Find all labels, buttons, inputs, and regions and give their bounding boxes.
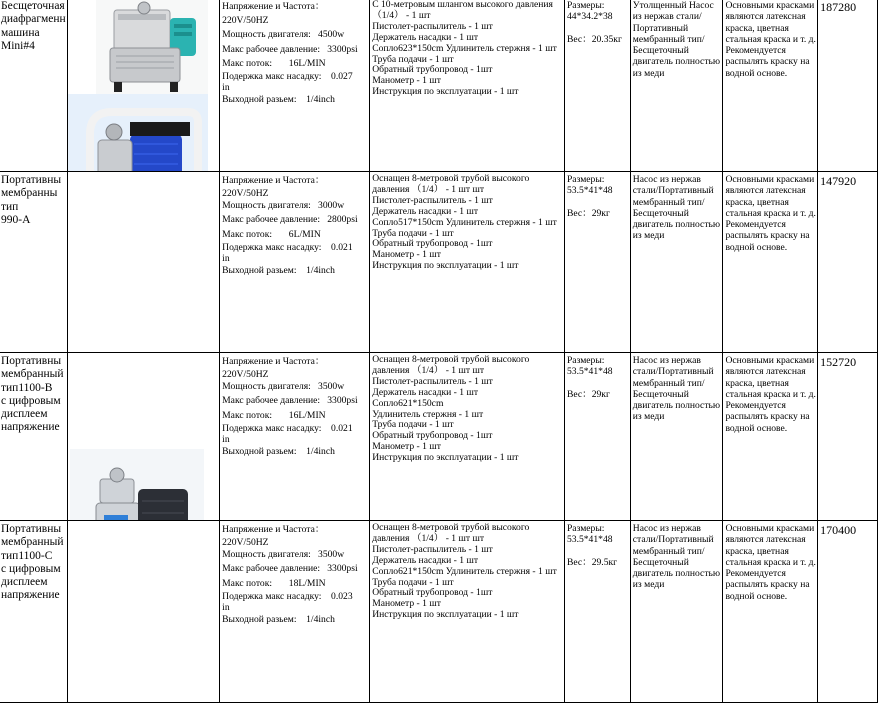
table-row <box>0 521 878 703</box>
paints-cell <box>723 0 818 172</box>
model-name-cell <box>0 521 67 703</box>
model-name: Портативны мембранны тип 990-А <box>1 174 62 226</box>
spec-line: Мощность двигателя: 3000w <box>222 200 345 212</box>
paints-cell <box>723 172 818 353</box>
specs-cell <box>220 521 370 703</box>
spec-line: Мощность двигателя: 3500w <box>222 549 345 561</box>
pump-description: Утолщенный Насос из нержав стали/ Портативный мембранный тип/ Бесщеточный двигатель полностью из меди <box>632 0 721 79</box>
dimensions-weight: Размеры: 53.5*41*48 Вес：29.5кг <box>566 523 618 568</box>
spec-line: Напряжение и Частота： <box>222 524 325 535</box>
spec-line: Выходной разьем: 1/4inch <box>222 613 335 625</box>
dimensions-cell <box>564 0 630 172</box>
spec-line: Подержка макс насадку: 0.023 <box>222 590 353 602</box>
equipment-list: Оснащен 8-метровой трубой высокого давления （1/4） - 1 шт шт Пистолет-распылитель - 1 шт Держатель насадки - 1 шт Сопло621*150cm Удлинитель стержня - 1 шт Труба подачи - 1 шт Обратный трубопровод - 1шт Манометр - 1 шт Инструкция по эксплуатации - 1 шт <box>372 354 530 464</box>
dimensions-weight: Размеры: 44*34.2*38 Вес：20.35кг <box>566 0 622 45</box>
photo-cell <box>67 353 219 521</box>
model-name: Бесщеточная диафрагменн машина Mini#4 <box>1 0 66 52</box>
pump-description: Насос из нержав стали/Портативный мембранный тип/ Бесщеточный двигатель полностью из меди <box>632 523 721 591</box>
paints-cell <box>723 521 818 703</box>
equipment-cell <box>370 0 565 172</box>
price-value: 147920 <box>820 174 857 188</box>
price-value: 170400 <box>820 523 857 537</box>
equipment-list: Оснащен 8-метровой трубой высокого давления （1/4） - 1 шт шт Пистолет-распылитель - 1 шт Держатель насадки - 1 шт Сопло621*150cm Удлинитель стержня - 1 шт Труба подачи - 1 шт Обратный трубопровод - 1шт Манометр - 1 шт Инструкция по эксплуатации - 1 шт <box>372 522 557 621</box>
spec-line: 220V/50HZ <box>222 15 269 27</box>
spec-line: Выходной разьем: 1/4inch <box>222 264 335 276</box>
pump-990a-photo <box>67 94 208 172</box>
equipment-cell <box>370 521 565 703</box>
price-cell <box>818 172 878 353</box>
model-name-cell <box>0 353 67 521</box>
price-value: 187280 <box>820 0 857 14</box>
spec-line: Выходной разьем: 1/4inch <box>222 445 335 457</box>
photo-cell <box>67 0 219 172</box>
model-name-cell <box>0 172 67 353</box>
price-cell <box>818 353 878 521</box>
paint-description: Основными красками являются латексная краска, цветная стальная краска и т. д. Рекомендуется распылять краску на водной основе. <box>725 523 816 602</box>
spec-line: Мощность двигателя: 3500w <box>222 381 345 393</box>
pump-type-cell <box>630 353 723 521</box>
model-name: Портативны мембранный тип1100-В с цифровым дисплеем напряжение <box>1 355 64 434</box>
price-value: 152720 <box>820 355 857 369</box>
paint-description: Основными красками являются латексная краска, цветная стальная краска и т. д. Рекомендуется распылять краску на водной основе. <box>725 174 816 253</box>
paint-description: Основными красками являются латексная краска, цветная стальная краска и т. д. Рекомендуется распылять краску на водной основе. <box>725 355 816 434</box>
spec-line: Напряжение и Частота： <box>222 356 325 367</box>
spec-line: in <box>222 433 230 445</box>
specs-cell <box>220 353 370 521</box>
pump-type-cell <box>630 0 723 172</box>
model-name-cell <box>0 0 67 172</box>
spec-line: Напряжение и Частота： <box>222 1 325 12</box>
spec-line: Макс рабочее давление: 2800psi <box>222 214 358 226</box>
spec-line: Макс рабочее давление: 3300psi <box>222 395 358 407</box>
spec-line: Подержка макс насадку: 0.021 <box>222 422 353 434</box>
spec-line: Макс поток: 6L/MIN <box>222 228 321 240</box>
spec-line: Подержка макс насадку: 0.021 <box>222 241 353 253</box>
specs-cell <box>220 0 370 172</box>
spec-line: Выходной разьем: 1/4inch <box>222 94 335 106</box>
pump-description: Насос из нержав стали/Портативный мембранный тип/ Бесщеточный двигатель полностью из меди <box>632 174 721 242</box>
equipment-cell <box>370 172 565 353</box>
dimensions-cell <box>564 172 630 353</box>
spec-line: Мощность двигателя: 4500w <box>222 29 345 41</box>
pump-description: Насос из нержав стали/Портативный мембранный тип/ Бесщеточный двигатель полностью из меди <box>632 355 721 423</box>
table-row <box>0 172 878 353</box>
equipment-cell <box>370 353 565 521</box>
spec-line: Макс поток: 16L/MIN <box>222 409 326 421</box>
model-name: Портативны мембранный тип1100-С с цифровым дисплеем напряжение <box>1 523 64 602</box>
pump-mini4-photo <box>96 0 208 100</box>
spec-line: Напряжение и Частота： <box>222 175 325 186</box>
photo-cell <box>67 521 219 703</box>
dimensions-weight: Размеры: 53.5*41*48 Вес：29кг <box>566 355 613 400</box>
spec-line: 220V/50HZ <box>222 537 269 549</box>
photo-cell <box>67 172 219 353</box>
spec-line: Подержка макс насадку: 0.027 <box>222 71 353 83</box>
spec-line: 220V/50HZ <box>222 369 269 381</box>
spec-line: 220V/50HZ <box>222 188 269 200</box>
spec-line: Макс рабочее давление: 3300psi <box>222 43 358 55</box>
dimensions-weight: Размеры: 53.5*41*48 Вес：29кг <box>566 174 613 219</box>
equipment-list: Оснащен 8-метровой трубой высокого давления （1/4） - 1 шт шт Пистолет-распылитель - 1 шт Держатель насадки - 1 шт Сопло517*150cm Удлинитель стержня - 1 шт Труба подачи - 1 шт Обратный трубопровод - 1шт Манометр - 1 шт Инструкция по эксплуатации - 1 шт <box>372 173 557 272</box>
price-cell <box>818 521 878 703</box>
spec-line: in <box>222 252 230 264</box>
paint-description: Основными красками являются латексная краска, цветная стальная краска и т. д. Рекомендуется распылять краску на водной основе. <box>725 0 816 79</box>
pump-type-cell <box>630 521 723 703</box>
dimensions-cell <box>564 521 630 703</box>
specs-cell <box>220 172 370 353</box>
spec-line: Макс поток: 16L/MIN <box>222 57 326 69</box>
table-row <box>0 0 878 172</box>
spec-line: in <box>222 82 230 94</box>
table-row <box>0 353 878 521</box>
spec-line: in <box>222 601 230 613</box>
paints-cell <box>723 353 818 521</box>
pump-type-cell <box>630 172 723 353</box>
price-cell <box>818 0 878 172</box>
equipment-list: С 10-метровым шлангом высокого давления （1/4） - 1 шт Пистолет-распылитель - 1 шт Держатель насадки - 1 шт Сопло623*150cm Удлинитель стержня - 1 шт Труба подачи - 1 шт Обратный трубопровод - 1шт Манометр - 1 шт Инструкция по эксплуатации - 1 шт <box>372 0 557 98</box>
pump-1100-photo <box>70 449 204 521</box>
spec-line: Макс поток: 18L/MIN <box>222 577 326 589</box>
spec-line: Макс рабочее давление: 3300psi <box>222 563 358 575</box>
dimensions-cell <box>564 353 630 521</box>
